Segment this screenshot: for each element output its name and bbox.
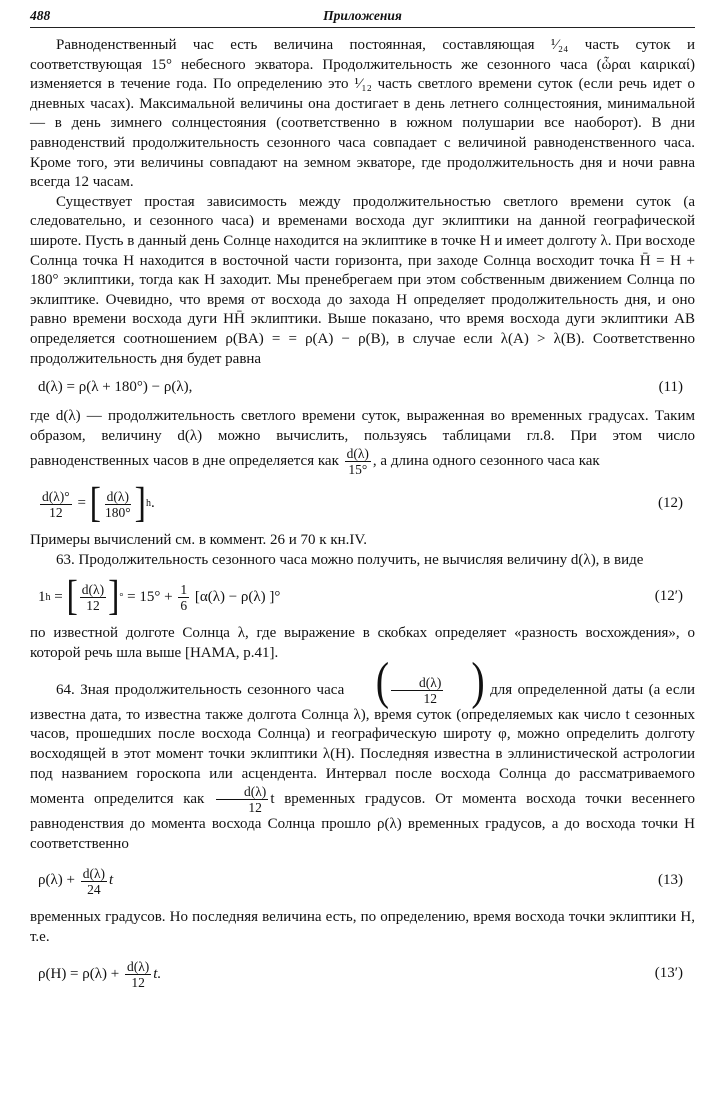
fraction-numerator: d(λ): [126, 958, 150, 974]
equation-11-number: (11): [658, 379, 683, 396]
running-title: Приложения: [323, 8, 402, 23]
right-bracket: ]: [108, 573, 120, 620]
fraction: [80, 582, 106, 613]
paragraph-hama: по известной долготе Солнца λ, где выражение в скобках определяет «разность восхождения», о которой речь шла выше [HAMA, p.41].: [30, 625, 695, 662]
fraction: [178, 582, 189, 613]
fraction-numerator: d(λ): [81, 581, 105, 597]
left-bracket: [: [66, 573, 78, 620]
paragraph-64: [30, 650, 696, 855]
fraction-numerator: d(λ): [216, 784, 268, 800]
equation-lhs: 1: [38, 588, 46, 605]
page-body: [30, 36, 695, 1001]
equation-11-formula: d(λ) = ρ(λ + 180°) − ρ(λ),: [38, 379, 193, 396]
fraction-denominator: 180°: [104, 504, 131, 520]
fraction-denominator: 12: [49, 504, 63, 520]
fraction-numerator: d(λ): [391, 675, 443, 691]
text-segment: , а длина одного сезонного часа как: [372, 453, 600, 470]
fraction: [103, 489, 133, 520]
equals-sign: =: [54, 588, 63, 605]
equation-lhs: ρ(λ) +: [38, 872, 75, 889]
fraction: [391, 675, 443, 706]
equation-tail: t.: [153, 965, 162, 982]
paragraph-examples: Примеры вычислений см. в коммент. 26 и 70 к кн.IV.: [30, 532, 368, 549]
equation-13-formula: [38, 866, 113, 897]
fraction-denominator: 12: [423, 690, 437, 706]
paragraph-day-length: Существует простая зависимость между продолжительностью светлого времени суток (а следовательно, и сезонного часа) и временами восхода дуг эклиптики на данной географической широте. Пусть в данный день Солнце находится на эклиптике в точке H и имеет долготу λ. При восходе Солнца точка H находится в восточной части горизонта, при заходе Солнца восходит точка H̄ = H + 180° эклиптики, тогда как H заходит. Мы пренебрегаем при этом собственным движением Солнца по эклиптике. Очевидно, что время от восхода до захода H определяет продолжительность дня, и оно равно времени восхода дуги HH̄ эклиптики. Выше показано, что время восхода дуги эклиптики AB определяется соотношением ρ(BA) = = ρ(A) − ρ(B), в случае если λ(A) > λ(B). Соответственно продолжительность дня будет равна: [30, 193, 695, 367]
equation-tail: t: [109, 872, 114, 889]
fraction: [125, 959, 151, 990]
fraction-denominator: 12: [86, 597, 100, 613]
fraction-d-over-15: [345, 446, 371, 477]
equation-middle: = 15° +: [127, 588, 173, 605]
fraction-denominator: 12: [131, 974, 145, 990]
superscript: °: [119, 591, 124, 603]
right-paren: ): [471, 650, 485, 710]
header-rule: [30, 27, 695, 28]
paragraph-rising-time: временных градусов. Но последняя величина есть, по определению, время восхода точки эклиптики H, т.е.: [30, 909, 695, 945]
text-segment: 64. Зная продолжительность сезонного часа: [56, 681, 345, 698]
equation-12: [30, 477, 695, 531]
fraction-numerator: d(λ): [346, 446, 369, 462]
equation-13-number: (13): [658, 872, 683, 889]
fraction-numerator: d(λ): [82, 865, 106, 881]
equation-12-prime: [30, 570, 695, 624]
fraction-denominator: 15°: [348, 462, 368, 478]
equals-sign: =: [77, 495, 86, 512]
equation-13-prime-number: (13′): [654, 965, 683, 982]
fraction: [40, 489, 72, 520]
equation-12-prime-formula: [38, 573, 281, 620]
equation-tail: [α(λ) − ρ(λ) ]°: [194, 588, 281, 605]
superscript: h: [45, 591, 51, 603]
left-bracket: [: [89, 480, 101, 527]
fraction: [216, 784, 268, 815]
text-segment: где d(λ) — продолжительность светлого времени суток, выраженная во временных градусах. Таким образом, величину d(λ) можно вычислить, пользуясь таблицами гл.8. При этом число равноденственных часов в дне определяется как: [30, 408, 695, 470]
equation-12-formula: [38, 480, 155, 527]
fraction: [81, 866, 107, 897]
equation-13: [30, 854, 695, 908]
equation-12-prime-number: (12′): [654, 588, 683, 605]
equation-13-prime: [30, 947, 695, 1001]
left-paren: (: [375, 650, 390, 710]
equation-tail: .: [150, 495, 155, 512]
equation-11: [30, 369, 695, 407]
paragraph-equinoctial-hour: Равноденственный час есть величина постоянная, составляющая ¹⁄₂₄ часть суток и соответствующая 15° небесного экватора. Продолжительность же сезонного часа (ὧραι καιρικαί) изменяется в течение года. По определению это ¹⁄₁₂ часть светлого времени суток (если речь идет о дневных часах). Максимальной величины она достигает в день летнего солнцестояния, минимальной — в день зимнего солнцестояния (соответственно в южном полушарии все наоборот). В дни равноденствий продолжительность сезонного часа совпадает с величиной равноденственного часа. Кроме того, эти величины совпадают на земном экваторе, где продолжительность дня и ночи равна всегда 12 часам.: [30, 37, 695, 191]
superscript: h: [145, 498, 151, 510]
fraction-denominator: 12: [248, 800, 262, 816]
paragraph-63: 63. Продолжительность сезонного часа можно получить, не вычисляя величину d(λ), в виде: [56, 551, 644, 568]
fraction-numerator: d(λ)°: [42, 488, 70, 504]
fraction-denominator: 24: [87, 881, 101, 897]
equation-12-number: (12): [658, 495, 683, 512]
equation-lhs: ρ(H) = ρ(λ) +: [38, 965, 120, 982]
equation-13-prime-formula: [38, 959, 161, 990]
right-bracket: ]: [134, 480, 146, 527]
page-number: 488: [30, 8, 51, 23]
text-segment: t временных градусов. От момента восхода точки весеннего равноденствия до момента восхода Солнца прошло ρ(λ) временных градусов, а до восхода точки H соответственно: [30, 791, 696, 852]
fraction-numerator: 1: [180, 581, 188, 597]
paragraph-d-lambda: [30, 407, 695, 477]
fraction-numerator: d(λ): [106, 488, 129, 504]
text-segment: для определенной даты (а если известна дата, то известна также долгота Солнца λ), время суток (определяемых как число t сезонных часов, прошедших после восхода Солнца) и географическую широту φ, можно определить долготу восходящей в этот момент точки эклиптики λ(H). Последняя известна в эллинистической астрологии под названием гороскопа или асцендента. Интервал после восхода Солнца до рассматриваемого момента определится как: [30, 681, 695, 808]
fraction-denominator: 6: [180, 597, 188, 613]
running-header: [30, 5, 695, 29]
